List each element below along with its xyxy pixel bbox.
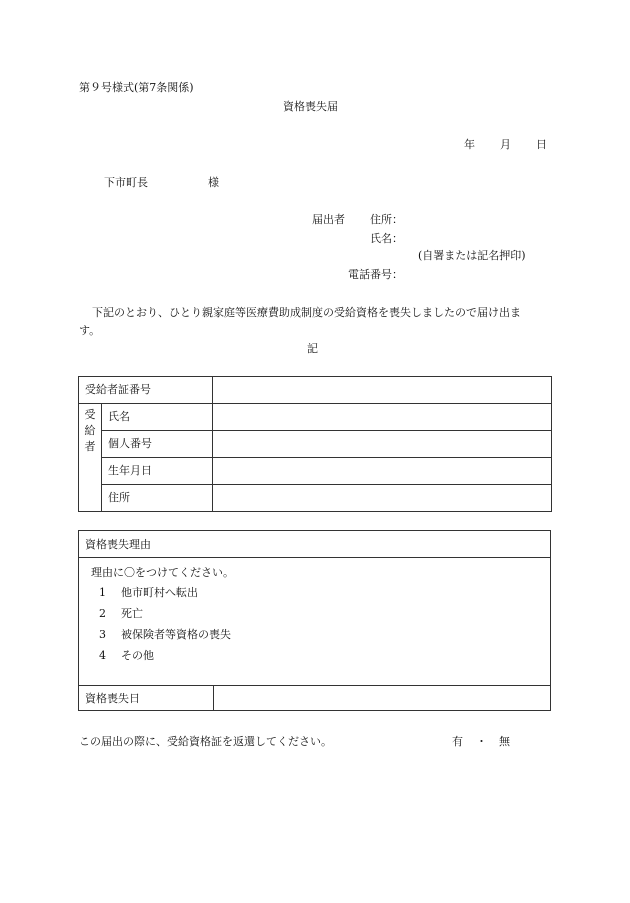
name-label: 氏名：	[370, 232, 403, 245]
loss-reason-label: 資格喪失理由	[85, 538, 151, 551]
form-title: 資格喪失届	[283, 100, 338, 113]
reason-item-1-number[interactable]: 1	[99, 586, 106, 599]
phone-label: 電話番号：	[348, 268, 403, 281]
statement-line-1: 下記のとおり、ひとり親家庭等医療費助成制度の受給資格を喪失しましたので届け出ま	[92, 306, 521, 319]
cert-number-field[interactable]	[212, 377, 551, 404]
name-row-label: 氏名	[101, 404, 212, 431]
addressee: 下市町長	[104, 176, 148, 189]
yes-option[interactable]: 有	[452, 735, 463, 748]
reason-item-3-text[interactable]: 被保険者等資格の喪失	[121, 628, 231, 641]
name-field[interactable]	[212, 404, 551, 431]
cert-number-label: 受給者証番号	[79, 377, 213, 404]
return-note: この届出の際に、受給資格証を返還してください。	[79, 735, 332, 748]
reason-item-1-text[interactable]: 他市町村へ転出	[121, 586, 198, 599]
recipient-vertical-label	[79, 404, 102, 512]
personal-number-label: 個人番号	[101, 431, 212, 458]
reason-item-4-number[interactable]: 4	[99, 649, 106, 662]
reason-item-2-number[interactable]: 2	[99, 607, 106, 620]
birthdate-label: 生年月日	[101, 458, 212, 485]
address-label: 住所：	[370, 213, 403, 226]
reason-item-2-text[interactable]: 死亡	[121, 607, 143, 620]
signature-note: (自署または記名押印)	[418, 249, 526, 262]
date-year-label: 年	[464, 138, 475, 151]
applicant-label: 届出者	[312, 213, 345, 226]
no-option[interactable]: 無	[499, 735, 510, 748]
addressee-honorific: 様	[208, 176, 219, 189]
loss-date-label: 資格喪失日	[85, 692, 140, 705]
table-row	[79, 377, 552, 404]
birthdate-field[interactable]	[212, 458, 551, 485]
loss-reason-header	[79, 531, 550, 558]
reason-item-4-text[interactable]: その他	[121, 649, 154, 662]
recipient-char: 受	[84, 408, 96, 421]
option-separator: ・	[476, 735, 487, 748]
ki-label: 記	[307, 342, 318, 355]
date-month-label: 月	[500, 138, 511, 151]
recipient-char: 給	[84, 424, 96, 437]
table-row	[79, 485, 552, 512]
reason-item-3-number[interactable]: 3	[99, 628, 106, 641]
recipient-table	[78, 376, 552, 512]
reason-instruction: 理由に〇をつけてください。	[91, 566, 234, 579]
statement-line-2: す。	[79, 324, 101, 337]
address-field[interactable]	[212, 485, 551, 512]
date-day-label: 日	[536, 138, 547, 151]
loss-reason-box	[78, 530, 551, 711]
loss-date-field[interactable]	[214, 686, 550, 711]
loss-date-row	[79, 685, 550, 711]
table-row	[79, 404, 552, 431]
recipient-char: 者	[84, 440, 96, 453]
form-number: 第９号様式(第7条関係)	[79, 81, 194, 94]
table-row	[79, 458, 552, 485]
table-row	[79, 431, 552, 458]
personal-number-field[interactable]	[212, 431, 551, 458]
address-row-label: 住所	[101, 485, 212, 512]
